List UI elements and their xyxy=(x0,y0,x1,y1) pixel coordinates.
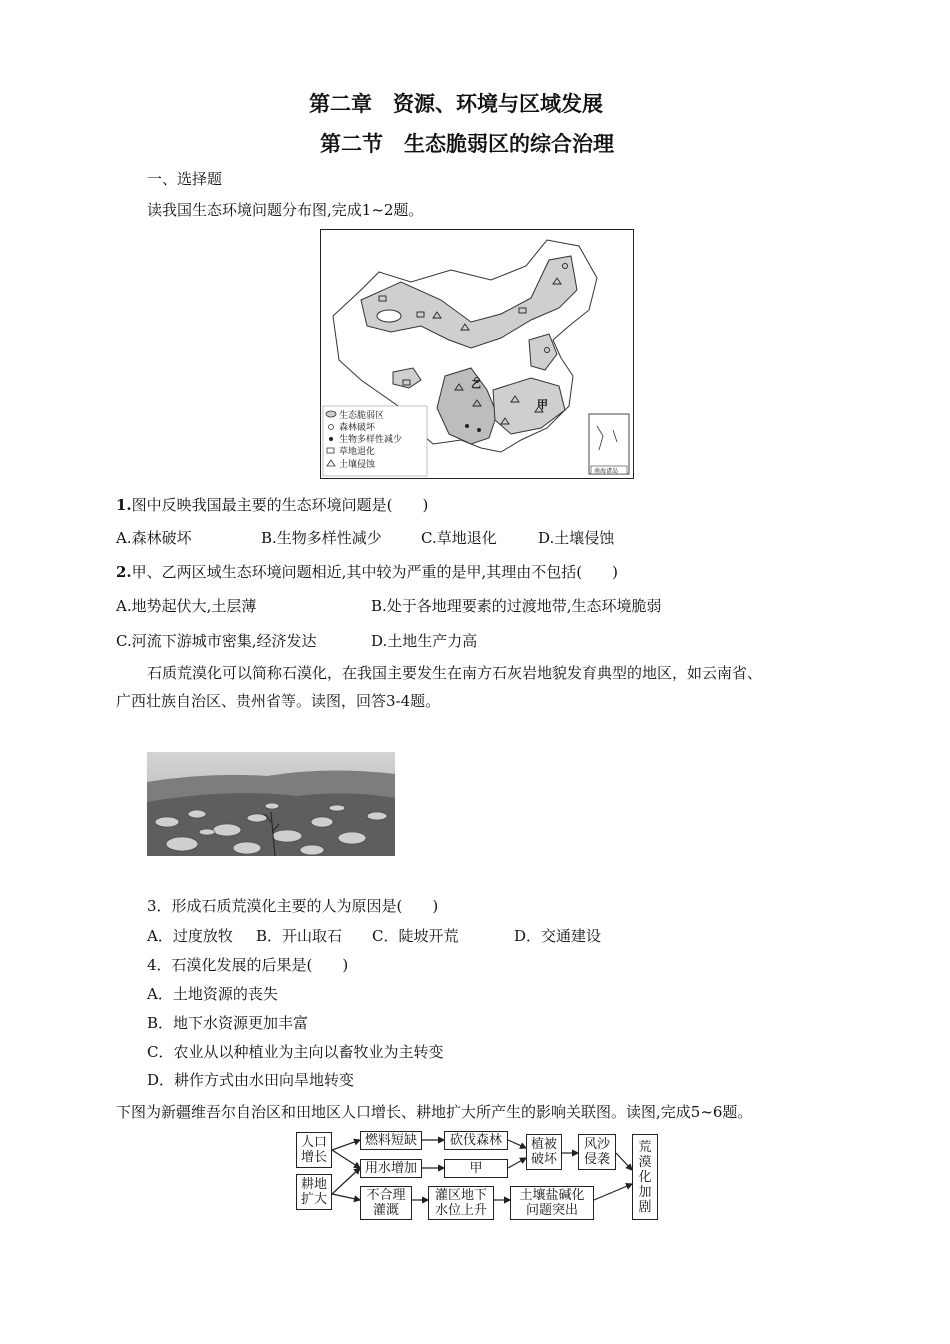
sand-attack-line2: 侵袭 xyxy=(583,1152,610,1167)
q4-option-d: D．耕作方式由水田向旱地转变 xyxy=(147,1071,355,1089)
impact-flowchart xyxy=(294,1128,664,1224)
box-farmland-expand xyxy=(296,1174,332,1210)
south-sea-inset xyxy=(589,414,629,474)
q3-stem: 3．形成石质荒漠化主要的人为原因是( ) xyxy=(147,897,439,915)
rocky-desertification-photo xyxy=(147,752,395,856)
map-drawing xyxy=(321,230,633,478)
veg-damage-line1: 植被 xyxy=(530,1137,557,1152)
q4-option-c: C．农业从以种植业为主向以畜牧业为主转变 xyxy=(147,1043,444,1061)
pop-growth-line1: 人口 xyxy=(300,1135,327,1150)
fragile-zone-north xyxy=(361,256,577,348)
pop-growth-line2: 增长 xyxy=(300,1150,327,1165)
legend-forest: 森林破坏 xyxy=(339,423,376,433)
legend-fragile-symbol xyxy=(326,411,336,417)
box-veg-damage xyxy=(526,1134,562,1170)
part3-intro: 下图为新疆维吾尔自治区和田地区人口增长、耕地扩大所产生的影响关联图。读图,完成5~6题。 xyxy=(116,1103,753,1121)
chapter-title: 第二章 资源、环境与区域发展 xyxy=(309,92,603,116)
groundwater-line1: 灌区地下 xyxy=(434,1188,487,1203)
salinization-line1: 土壤盐碱化 xyxy=(519,1188,585,1203)
q3-option-d: D．交通建设 xyxy=(514,927,602,945)
q3-option-c: C．陡坡开荒 xyxy=(372,927,459,945)
q3-option-b: B．开山取石 xyxy=(256,927,343,945)
fragile-zone-sw xyxy=(437,368,497,444)
desert-char-4: 加 xyxy=(638,1184,652,1200)
q2-stem xyxy=(116,561,618,582)
biodiversity-marker xyxy=(477,428,481,432)
map-legend xyxy=(323,406,427,476)
q2-number: 2. xyxy=(116,563,132,581)
q4-stem: 4．石漠化发展的后果是( ) xyxy=(147,956,349,974)
q2-text: 甲、乙两区域生态环境问题相近,其中较为严重的是甲,其理由不包括( ) xyxy=(131,563,618,581)
q1-option-c: C.草地退化 xyxy=(421,529,497,547)
box-desertification xyxy=(632,1134,658,1220)
legend-erosion: 土壤侵蚀 xyxy=(339,460,376,470)
q1-number: 1. xyxy=(116,496,132,514)
passage-line-1: 石质荒漠化可以简称石漠化，在我国主要发生在南方石灰岩地貌发育典型的地区，如云南省、 xyxy=(147,664,763,682)
box-cut-forest: 砍伐森林 xyxy=(444,1131,508,1150)
fragile-zone-south xyxy=(493,378,565,434)
q2-option-d: D.土地生产力高 xyxy=(371,632,478,650)
label-jia: 甲 xyxy=(537,398,548,411)
biodiversity-marker xyxy=(465,424,469,428)
farmland-line1: 耕地 xyxy=(300,1177,327,1192)
desert-char-1: 荒 xyxy=(638,1139,652,1155)
q1-text: 图中反映我国最主要的生态环境问题是( ) xyxy=(131,496,429,514)
section-title: 第二节 生态脆弱区的综合治理 xyxy=(320,132,614,156)
passage-line-2: 广西壮族自治区、贵州省等。读图，回答3-4题。 xyxy=(116,692,441,710)
label-yi: 乙 xyxy=(471,380,481,391)
box-fuel-shortage: 燃料短缺 xyxy=(360,1131,422,1150)
inset-label: 南海诸岛 xyxy=(594,468,619,475)
part1-heading: 一、选择题 xyxy=(147,170,223,188)
desert-char-2: 漠 xyxy=(638,1154,652,1170)
groundwater-line2: 水位上升 xyxy=(434,1203,487,1218)
box-population-growth xyxy=(296,1132,332,1168)
q1-option-b: B.生物多样性减少 xyxy=(261,529,382,547)
basin-blank xyxy=(377,310,401,322)
bad-irrigation-line1: 不合理 xyxy=(366,1188,406,1203)
farmland-line2: 扩大 xyxy=(300,1192,327,1207)
q2-option-c: C.河流下游城市密集,经济发达 xyxy=(116,632,317,650)
china-eco-map xyxy=(320,229,634,479)
legend-fragile: 生态脆弱区 xyxy=(339,411,385,421)
legend-biodiversity-symbol xyxy=(329,437,333,441)
q4-option-a: A．土地资源的丧失 xyxy=(147,985,278,1003)
box-water-increase: 用水增加 xyxy=(360,1159,422,1178)
q2-option-b: B.处于各地理要素的过渡地带,生态环境脆弱 xyxy=(371,597,662,615)
sand-attack-line1: 风沙 xyxy=(583,1137,610,1152)
box-sand-attack xyxy=(578,1134,616,1170)
legend-grassland: 草地退化 xyxy=(339,447,376,457)
box-groundwater-rise xyxy=(428,1186,494,1220)
fragile-zone-east xyxy=(529,334,557,370)
desert-char-5: 剧 xyxy=(638,1199,652,1215)
box-bad-irrigation xyxy=(360,1186,412,1220)
desert-char-3: 化 xyxy=(638,1169,652,1185)
box-jia: 甲 xyxy=(444,1159,508,1178)
legend-biodiversity: 生物多样性减少 xyxy=(339,435,403,445)
q4-option-b: B．地下水资源更加丰富 xyxy=(147,1014,309,1032)
bad-irrigation-line2: 灌溉 xyxy=(372,1203,399,1218)
q2-option-a: A.地势起伏大,土层薄 xyxy=(116,597,257,615)
q3-option-a: A．过度放牧 xyxy=(147,927,233,945)
q1-stem xyxy=(116,494,428,515)
salinization-line2: 问题突出 xyxy=(525,1203,578,1218)
veg-damage-line2: 破坏 xyxy=(530,1152,557,1167)
box-salinization xyxy=(510,1186,594,1220)
q1-option-a: A.森林破坏 xyxy=(116,529,192,547)
part1-intro: 读我国生态环境问题分布图,完成1~2题。 xyxy=(147,201,424,219)
q1-option-d: D.土壤侵蚀 xyxy=(538,529,615,547)
